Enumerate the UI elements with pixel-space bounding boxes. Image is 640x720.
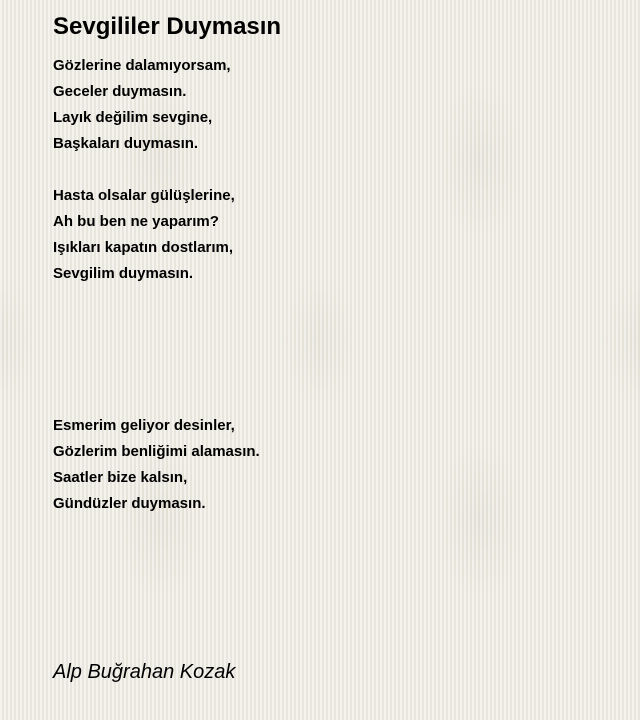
- verse-line: Saatler bize kalsın,: [53, 469, 188, 486]
- verse-line: Gözlerim benliğimi alamasın.: [53, 443, 260, 460]
- stanza-2: [53, 183, 235, 287]
- verse-line: Geceler duymasın.: [53, 83, 187, 100]
- stanza-1: [53, 53, 231, 157]
- verse-line: Layık değilim sevgine,: [53, 109, 213, 126]
- verse-line: Başkaları duymasın.: [53, 135, 199, 152]
- poem-title: Sevgililer Duymasın: [53, 13, 282, 40]
- verse-line: Gözlerine dalamıyorsam,: [53, 57, 231, 74]
- verse-line: Işıkları kapatın dostlarım,: [53, 239, 234, 256]
- poem-author: Alp Buğrahan Kozak: [53, 661, 236, 683]
- verse-line: Gündüzler duymasın.: [53, 495, 206, 512]
- verse-line: Sevgilim duymasın.: [53, 265, 194, 282]
- verse-line: Ah bu ben ne yaparım?: [53, 213, 219, 230]
- stanza-3: [53, 413, 260, 517]
- verse-line: Hasta olsalar gülüşlerine,: [53, 187, 235, 204]
- verse-line: Esmerim geliyor desinler,: [53, 417, 235, 434]
